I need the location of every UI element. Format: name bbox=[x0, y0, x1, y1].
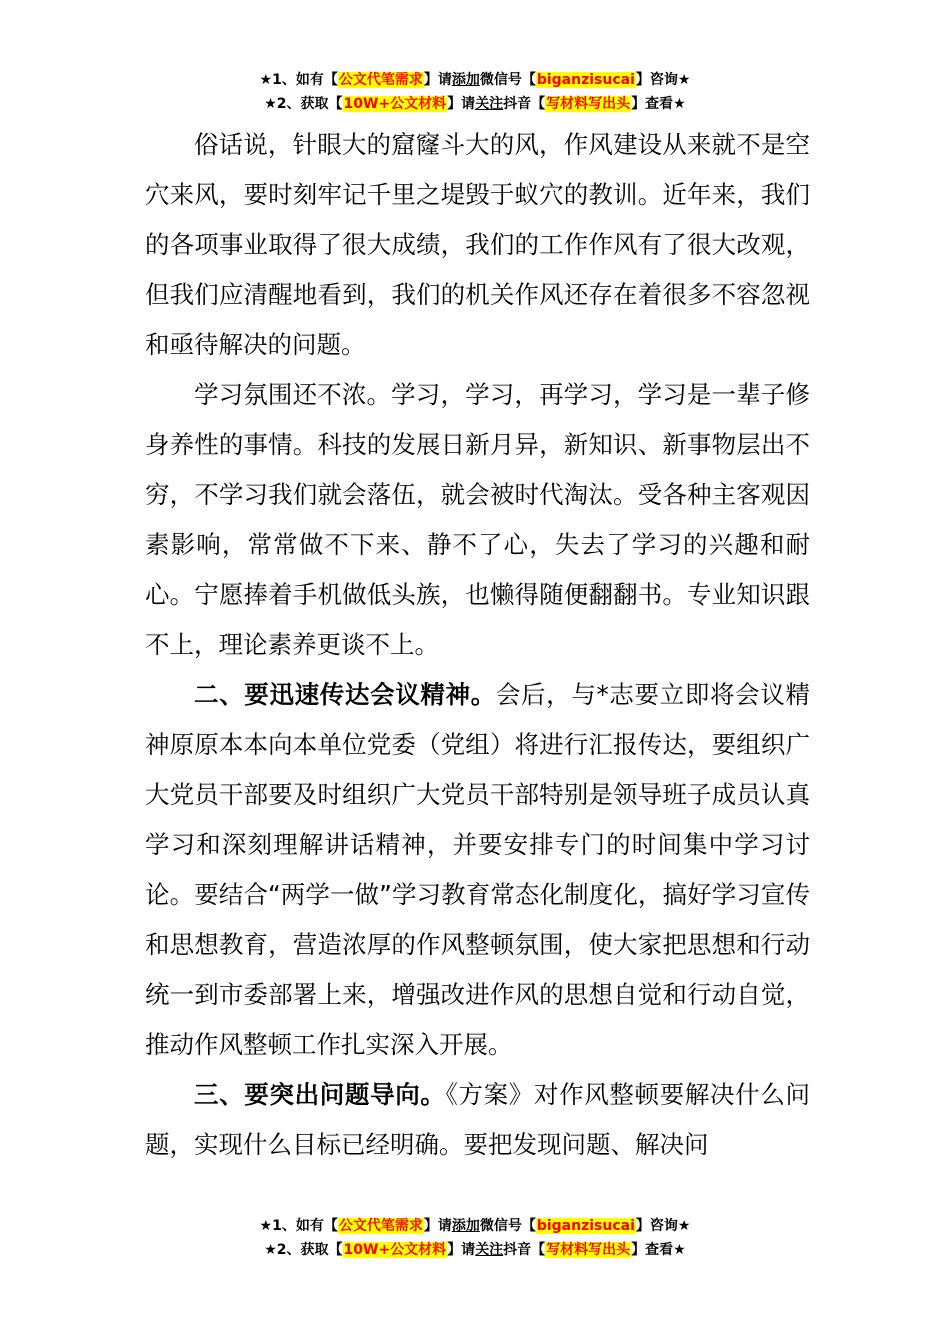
footer-1-highlight-wechat: biganzisucai bbox=[536, 1218, 635, 1234]
section-heading-three: 三、要突出问题导向。 bbox=[194, 1080, 446, 1109]
footer-2-highlight-douyin: 写材料写出头 bbox=[546, 1242, 631, 1258]
banner-1-prefix: ★1、如有【 bbox=[259, 72, 338, 88]
banner-1-middle-b: 微信号【 bbox=[479, 72, 536, 88]
banner-line-1 bbox=[0, 69, 950, 93]
footer-2-middle-b: 抖音【 bbox=[503, 1242, 546, 1258]
footer-banner-line-1 bbox=[0, 1215, 950, 1239]
banner-1-highlight-wechat: biganzisucai bbox=[536, 72, 635, 88]
banner-2-middle-b: 抖音【 bbox=[503, 96, 546, 112]
banner-2-highlight-materials: 10W+公文材料 bbox=[343, 96, 447, 112]
banner-1-middle-a: 】请 bbox=[423, 72, 452, 88]
footer-1-prefix: ★1、如有【 bbox=[259, 1218, 338, 1234]
footer-banner bbox=[0, 1215, 950, 1263]
section-heading-two: 二、要迅速传达会议精神。 bbox=[194, 680, 496, 709]
banner-2-middle-a: 】请 bbox=[447, 96, 476, 112]
section-text-three: 《方案》对作风整顿要解决什么问题，实现什么目标已经明确。要把发现问题、解决问 bbox=[145, 1080, 810, 1159]
paragraph-intro: 俗话说，针眼大的窟窿斗大的风，作风建设从来就不是空穴来风，要时刻牢记千里之堤毁于蚁穴的教训。近年来，我们的各项事业取得了很大成绩，我们的工作作风有了很大改观，但我们应清醒地看到，我们的机关作风还存在着很多不容忽视和亟待解决的问题。 bbox=[145, 130, 810, 359]
footer-1-middle-b: 微信号【 bbox=[479, 1218, 536, 1234]
footer-2-prefix: ★2、获取【 bbox=[264, 1242, 343, 1258]
footer-banner-line-2 bbox=[0, 1239, 950, 1263]
footer-1-underline: 添加 bbox=[451, 1218, 480, 1234]
footer-2-highlight-materials: 10W+公文材料 bbox=[343, 1242, 447, 1258]
paragraph-problem-oriented bbox=[145, 1070, 810, 1170]
footer-1-suffix: 】咨询★ bbox=[635, 1218, 691, 1234]
banner-2-highlight-douyin: 写材料写出头 bbox=[546, 96, 631, 112]
header-banner bbox=[0, 69, 950, 117]
banner-2-suffix: 】查看★ bbox=[631, 96, 686, 112]
footer-2-underline: 关注 bbox=[475, 1242, 504, 1258]
paragraph-study-atmosphere: 学习氛围还不浓。学习，学习，再学习，学习是一辈子修身养性的事情。科技的发展日新月异，新知识、新事物层出不穷，不学习我们就会落伍，就会被时代淘汰。受各种主客观因素影响，常常做不下来、静不了心，失去了学习的兴趣和耐心。宁愿捧着手机做低头族，也懒得随便翻翻书。专业知识跟不上，理论素养更谈不上。 bbox=[145, 380, 810, 659]
footer-1-middle-a: 】请 bbox=[423, 1218, 452, 1234]
paragraph-convey-spirit bbox=[145, 670, 810, 1070]
banner-2-prefix: ★2、获取【 bbox=[264, 96, 343, 112]
banner-line-2 bbox=[0, 93, 950, 117]
section-text-two: 会后，与*志要立即将会议精神原原本本向本单位党委（党组）将进行汇报传达，要组织广大党员干部要及时组织广大党员干部特别是领导班子成员认真学习和深刻理解讲话精神，并要安排专门的时间集中学习讨论。要结合“两学一做”学习教育常态化制度化，搞好学习宣传和思想教育，营造浓厚的作风整顿氛围，使大家把思想和行动统一到市委部署上来，增强改进作风的思想自觉和行动自觉，推动作风整顿工作扎实深入开展。 bbox=[145, 680, 810, 1059]
banner-2-underline: 关注 bbox=[475, 96, 504, 112]
banner-1-underline: 添加 bbox=[451, 72, 480, 88]
banner-1-suffix: 】咨询★ bbox=[635, 72, 691, 88]
document-body bbox=[145, 120, 810, 1170]
footer-1-highlight-service: 公文代笔需求 bbox=[338, 1218, 423, 1234]
footer-2-middle-a: 】请 bbox=[447, 1242, 476, 1258]
footer-2-suffix: 】查看★ bbox=[631, 1242, 686, 1258]
banner-1-highlight-service: 公文代笔需求 bbox=[338, 72, 423, 88]
